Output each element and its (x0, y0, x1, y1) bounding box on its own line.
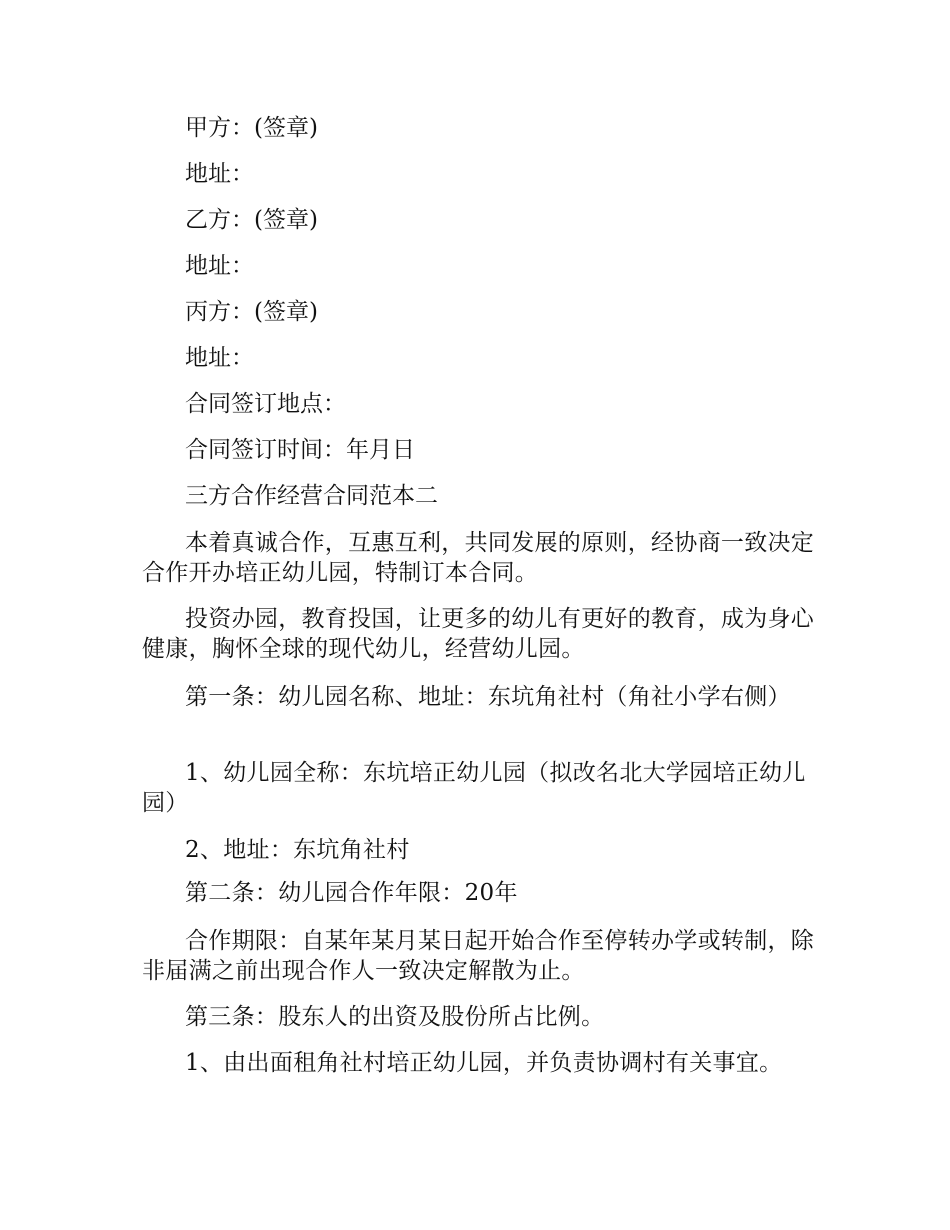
party-b-signature: 乙方：(签章) (185, 207, 318, 233)
article-3: 第三条：股东人的出资及股份所占比例。 (185, 1004, 605, 1030)
paragraph-purpose: 投资办园，教育投国，让更多的幼儿有更好的教育，成为身心健康，胸怀全球的现代幼儿，经营幼儿园。 (142, 606, 815, 662)
party-c-signature: 丙方：(签章) (185, 299, 318, 325)
signing-place: 合同签订地点： (185, 391, 346, 417)
paragraph-intro: 本着真诚合作，互惠互利，共同发展的原则，经协商一致决定合作开办培正幼儿园，特制订本合同。 (142, 530, 815, 586)
article-2-term: 合作期限：自某年某月某日起开始合作至停转办学或转制，除非届满之前出现合作人一致决定解散为止。 (142, 928, 815, 984)
article-1-item-1: 1、幼儿园全称：东坑培正幼儿园（拟改名北大学园培正幼儿园） (142, 760, 806, 816)
section-title: 三方合作经营合同范本二 (185, 483, 438, 509)
article-3-item-1: 1、由出面租角社村培正幼儿园，并负责协调村有关事宜。 (185, 1050, 783, 1076)
article-1-item-2: 2、地址：东坑角社村 (185, 837, 410, 863)
signing-date: 合同签订时间：年月日 (185, 437, 415, 463)
party-a-signature: 甲方：(签章) (185, 115, 318, 141)
article-1: 第一条：幼儿园名称、地址：东坑角社村（角社小学右侧） (185, 684, 791, 710)
party-c-address: 地址： (185, 345, 254, 371)
article-2: 第二条：幼儿园合作年限：20年 (185, 880, 518, 906)
party-b-address: 地址： (185, 253, 254, 279)
party-a-address: 地址： (185, 161, 254, 187)
